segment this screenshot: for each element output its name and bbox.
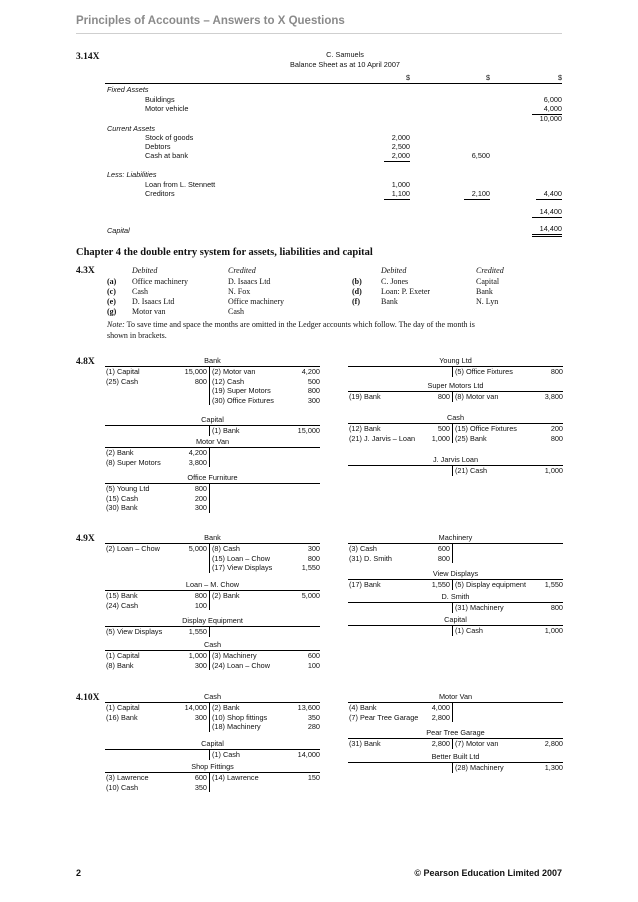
current-assets-heading: Current Assets (107, 124, 155, 133)
ledger-credit-detail: (7) Motor van (455, 739, 499, 748)
credited-account: N. Fox (228, 287, 251, 296)
ledger-divider (452, 465, 453, 476)
ledger-credit-detail: (24) Loan – Chow (212, 660, 271, 670)
ledger-credit-amount: 1,000 (544, 626, 563, 635)
item-letter: (b) (352, 277, 362, 286)
ledger-credit-detail: (12) Cash (212, 376, 245, 386)
stock-label: Stock of goods (145, 133, 194, 142)
question-number: 3.14X (76, 52, 100, 62)
credited-account: D. Isaacs Ltd (228, 277, 271, 286)
ledger-debit-amount: 2,800 (431, 739, 450, 748)
ledger-credit-amount: 280 (307, 722, 320, 731)
ledger-divider (209, 483, 210, 513)
ledger-divider (209, 447, 210, 467)
ledger-account-title: Capital (444, 615, 467, 624)
ledger-credit-amount: 800 (550, 367, 563, 376)
ledger-debit-detail: (17) Bank (349, 580, 381, 589)
ledger-credit-amount: 500 (307, 376, 320, 386)
ledger-credit-detail: (1) Bank (212, 426, 240, 435)
ledger-credit-amount: 2,800 (544, 739, 563, 748)
debtors-value: 2,500 (391, 142, 410, 151)
ledger-account-title: Better Built Ltd (431, 752, 480, 761)
ledger-credit-detail: (3) Machinery (212, 651, 257, 660)
ledger-debit-detail: (8) Bank (106, 660, 134, 670)
debited-account: Bank (381, 297, 398, 306)
ledger-credit-amount: 100 (307, 660, 320, 670)
ledger-debit-detail: (19) Bank (349, 392, 381, 401)
capital-value: 14,400 (532, 224, 562, 237)
debited-account: D. Isaacs Ltd (132, 297, 175, 306)
ledger-credit-amount: 1,300 (544, 763, 563, 772)
ledger-credit-detail: (5) Display equipment (455, 580, 526, 589)
ledger-credit-amount: 150 (307, 773, 320, 782)
liabilities-total: 2,100 (464, 189, 490, 200)
ledger-credit-detail: (10) Shop fittings (212, 712, 268, 722)
credited-heading-right: Credited (476, 266, 504, 275)
ledger-divider (209, 650, 210, 670)
ledger-debit-amount: 300 (194, 503, 207, 512)
ledger-account-title: Capital (201, 415, 224, 424)
ledger-credit-amount: 200 (550, 424, 563, 433)
ledger-debit-detail: (30) Bank (106, 503, 138, 512)
chapter-title: Chapter 4 the double entry system for assets, liabilities and capital (76, 247, 373, 258)
ledger-account-title: Bank (204, 356, 221, 365)
capital-label: Capital (107, 226, 130, 235)
ledger-credit-detail: (2) Bank (212, 591, 240, 600)
ledger-credit-amount: 800 (307, 386, 320, 395)
ledger-account-title: Capital (201, 739, 224, 748)
ledger-debit-detail: (2) Loan – Chow (106, 544, 160, 553)
debited-account: C. Jones (381, 277, 409, 286)
debited-heading-right: Debited (381, 266, 407, 275)
ledger-debit-amount: 300 (194, 712, 207, 722)
ledger-account-title: Loan – M. Chow (185, 580, 240, 589)
ledger-debit-detail: (5) View Displays (106, 627, 163, 636)
currency-col-1: $ (405, 73, 410, 82)
ledger-debit-amount: 300 (194, 660, 207, 670)
ledger-debit-detail: (21) J. Jarvis – Loan (349, 433, 416, 443)
ledger-debit-detail: (12) Bank (349, 424, 381, 433)
ledger-credit-amount: 350 (307, 712, 320, 722)
ledger-account-title: J. Jarvis Loan (432, 455, 479, 464)
ledger-account-title: Display Equipment (182, 616, 243, 625)
ledger-debit-detail: (8) Super Motors (106, 457, 161, 467)
ledger-credit-detail: (14) Lawrence (212, 773, 259, 782)
creditors-value: 1,100 (384, 189, 410, 200)
ledger-account-title: View Displays (432, 569, 479, 578)
ledger-debit-detail: (16) Bank (106, 712, 138, 722)
copyright: © Pearson Education Limited 2007 (414, 868, 562, 878)
ledger-debit-amount: 1,000 (188, 651, 207, 660)
credited-account: Office machinery (228, 297, 285, 306)
ledger-divider (209, 590, 210, 610)
ledger-divider (452, 423, 453, 443)
motor-vehicle-value: 4,000 (532, 104, 562, 115)
ledger-divider (209, 626, 210, 637)
ledger-account-title: Super Motors Ltd (427, 381, 484, 390)
ledger-debit-amount: 15,000 (184, 367, 207, 376)
stock-value: 2,000 (391, 133, 410, 142)
ledger-debit-detail: (2) Bank (106, 448, 134, 457)
ledger-credit-detail: (1) Cash (212, 750, 240, 759)
loan-label: Loan from L. Stennett (145, 180, 216, 189)
ledger-debit-detail: (10) Cash (106, 782, 139, 792)
ledger-divider (209, 366, 210, 405)
ledger-credit-detail: (8) Motor van (455, 392, 499, 401)
ledger-debit-detail: (5) Young Ltd (106, 484, 150, 493)
ledger-account-title: Cash (203, 640, 222, 649)
ledger-account-title: Motor Van (195, 437, 230, 446)
ledger-credit-amount: 13,600 (297, 703, 320, 712)
ledger-debit-amount: 600 (437, 544, 450, 553)
ledger-debit-amount: 800 (437, 392, 450, 401)
question-number: 4.3X (76, 266, 95, 276)
cash-at-bank-value: 2,000 (384, 151, 410, 162)
ledger-credit-detail: (19) Super Motors (212, 386, 271, 395)
ledger-debit-amount: 800 (194, 376, 207, 386)
ledger-account-title: Office Furniture (187, 473, 238, 482)
buildings-value: 6,000 (543, 95, 562, 104)
note-line-2: shown in brackets. (107, 331, 167, 340)
ledger-credit-detail: (5) Office Fixtures (455, 367, 513, 376)
credited-account: Bank (476, 287, 493, 296)
ledger-debit-detail: (3) Cash (349, 544, 377, 553)
ledger-debit-amount: 1,550 (188, 627, 207, 636)
ledger-credit-amount: 3,800 (544, 392, 563, 401)
item-letter: (a) (107, 277, 117, 286)
ledger-divider (452, 762, 453, 773)
working-capital: 4,400 (536, 189, 562, 200)
ledger-credit-detail: (31) Machinery (455, 603, 504, 612)
debited-account: Loan: P. Exeter (381, 287, 431, 296)
question-number: 4.9X (76, 534, 95, 544)
ledger-debit-detail: (24) Cash (106, 600, 139, 610)
ledger-debit-amount: 1,000 (431, 433, 450, 443)
note-line-1 (107, 320, 475, 329)
credited-heading-left: Credited (228, 266, 256, 275)
ledger-credit-amount: 800 (550, 603, 563, 612)
credited-account: N. Lyn (476, 297, 499, 306)
ledger-divider (209, 749, 210, 760)
ledger-debit-amount: 800 (194, 591, 207, 600)
ledger-divider (452, 579, 453, 590)
ledger-account-title: Shop Fittings (191, 762, 234, 771)
ledger-credit-detail: (15) Loan – Chow (212, 553, 271, 563)
ledger-credit-detail: (8) Cash (212, 544, 240, 553)
ledger-divider (209, 772, 210, 792)
question-number: 4.10X (76, 693, 100, 703)
header-rule (76, 33, 562, 34)
ledger-debit-amount: 800 (437, 553, 450, 563)
ledger-credit-amount: 600 (307, 651, 320, 660)
ledger-credit-amount: 4,200 (301, 367, 320, 376)
current-assets-total: 6,500 (471, 151, 490, 160)
ledger-account-title: Cash (203, 692, 222, 701)
debited-heading-left: Debited (132, 266, 158, 275)
ledger-debit-detail: (1) Capital (106, 651, 140, 660)
ledger-top-rule (348, 543, 563, 544)
creditors-label: Creditors (145, 189, 175, 198)
ledger-debit-amount: 2,800 (431, 712, 450, 722)
ledger-top-rule (105, 447, 320, 448)
ledger-account-title: Bank (204, 533, 221, 542)
item-letter: (d) (352, 287, 362, 296)
table-rule (105, 83, 562, 84)
ledger-debit-amount: 4,000 (431, 703, 450, 712)
motor-vehicle-label: Motor vehicle (145, 104, 189, 113)
ledger-debit-detail: (4) Bank (349, 703, 377, 712)
ledger-debit-amount: 3,800 (188, 457, 207, 467)
ledger-debit-amount: 14,000 (184, 703, 207, 712)
ledger-divider (209, 702, 210, 732)
ledger-credit-detail: (2) Bank (212, 703, 240, 712)
item-letter: (f) (352, 297, 360, 306)
ledger-credit-detail: (1) Cash (455, 626, 483, 635)
ledger-top-rule (348, 702, 563, 703)
ledger-divider (452, 602, 453, 613)
ledger-divider (209, 425, 210, 436)
loan-value: 1,000 (391, 180, 410, 189)
item-letter: (g) (107, 307, 117, 316)
ledger-divider (452, 366, 453, 377)
ledger-credit-detail: (15) Office Fixtures (455, 424, 517, 433)
ledger-debit-detail: (31) Bank (349, 739, 381, 748)
ledger-credit-amount: 300 (307, 544, 320, 553)
ledger-credit-detail: (30) Office Fixtures (212, 395, 274, 405)
debited-account: Office machinery (132, 277, 189, 286)
ledger-debit-detail: (25) Cash (106, 376, 139, 386)
ledger-debit-detail: (1) Capital (106, 367, 140, 376)
ledger-account-title: Cash (446, 413, 465, 422)
page-number: 2 (76, 868, 82, 878)
ledger-credit-detail: (28) Machinery (455, 763, 504, 772)
ledger-debit-detail: (7) Pear Tree Garage (349, 712, 419, 722)
fixed-assets-total: 10,000 (539, 114, 562, 123)
ledger-account-title: Pear Tree Garage (426, 728, 485, 737)
ledger-account-title: Young Ltd (439, 356, 472, 365)
ledger-debit-amount: 500 (437, 424, 450, 433)
ledger-account-title: Motor Van (438, 692, 473, 701)
ledger-credit-amount: 1,550 (544, 580, 563, 589)
currency-col-2: $ (485, 73, 490, 82)
ledger-credit-detail: (2) Motor van (212, 367, 256, 376)
ledger-credit-amount: 15,000 (297, 426, 320, 435)
ledger-credit-amount: 5,000 (301, 591, 320, 600)
ledger-credit-detail: (25) Bank (455, 433, 487, 443)
company-name: C. Samuels (326, 50, 364, 59)
item-letter: (c) (107, 287, 116, 296)
ledger-divider (209, 543, 210, 573)
cash-at-bank-label: Cash at bank (145, 151, 188, 160)
ledger-divider (452, 702, 453, 722)
ledger-debit-amount: 5,000 (188, 544, 207, 553)
ledger-debit-amount: 350 (194, 782, 207, 792)
ledger-debit-detail: (15) Cash (106, 493, 139, 503)
credited-account: Cash (228, 307, 244, 316)
ledger-debit-amount: 1,550 (431, 580, 450, 589)
currency-col-3: $ (557, 73, 562, 82)
page-header: Principles of Accounts – Answers to X Questions (76, 15, 345, 27)
ledger-debit-detail: (3) Lawrence (106, 773, 149, 782)
buildings-label: Buildings (145, 95, 175, 104)
less-liabilities-heading: Less: Liabilities (107, 170, 157, 179)
ledger-divider (452, 543, 453, 563)
ledger-account-title: Machinery (438, 533, 473, 542)
ledger-credit-amount: 14,000 (297, 750, 320, 759)
ledger-divider (452, 625, 453, 636)
ledger-debit-amount: 4,200 (188, 448, 207, 457)
ledger-credit-detail: (21) Cash (455, 466, 488, 475)
ledger-credit-detail: (18) Machinery (212, 722, 261, 731)
ledger-debit-amount: 100 (194, 600, 207, 610)
note-label: Note: (107, 320, 125, 329)
ledger-debit-detail: (1) Capital (106, 703, 140, 712)
ledger-credit-amount: 800 (550, 433, 563, 443)
note-text-1: To save time and space the months are omitted in the Ledger accounts which follow. The day of the month is (124, 320, 475, 329)
ledger-credit-amount: 800 (307, 553, 320, 563)
ledger-divider (452, 391, 453, 402)
ledger-debit-amount: 200 (194, 493, 207, 503)
net-assets-total: 14,400 (532, 207, 562, 218)
ledger-debit-detail: (31) D. Smith (349, 553, 392, 563)
ledger-debit-detail: (15) Bank (106, 591, 138, 600)
debited-account: Motor van (132, 307, 166, 316)
item-letter: (e) (107, 297, 116, 306)
ledger-account-title: D. Smith (441, 592, 470, 601)
balance-sheet-title: Balance Sheet as at 10 April 2007 (290, 60, 400, 69)
ledger-debit-amount: 800 (194, 484, 207, 493)
credited-account: Capital (476, 277, 500, 286)
debited-account: Cash (132, 287, 148, 296)
ledger-debit-amount: 600 (194, 773, 207, 782)
fixed-assets-heading: Fixed Assets (107, 85, 149, 94)
debtors-label: Debtors (145, 142, 171, 151)
ledger-divider (452, 738, 453, 749)
ledger-credit-detail: (17) View Displays (212, 563, 273, 572)
ledger-credit-amount: 1,550 (301, 563, 320, 572)
ledger-credit-amount: 300 (307, 395, 320, 405)
ledger-credit-amount: 1,000 (544, 466, 563, 475)
question-number: 4.8X (76, 357, 95, 367)
